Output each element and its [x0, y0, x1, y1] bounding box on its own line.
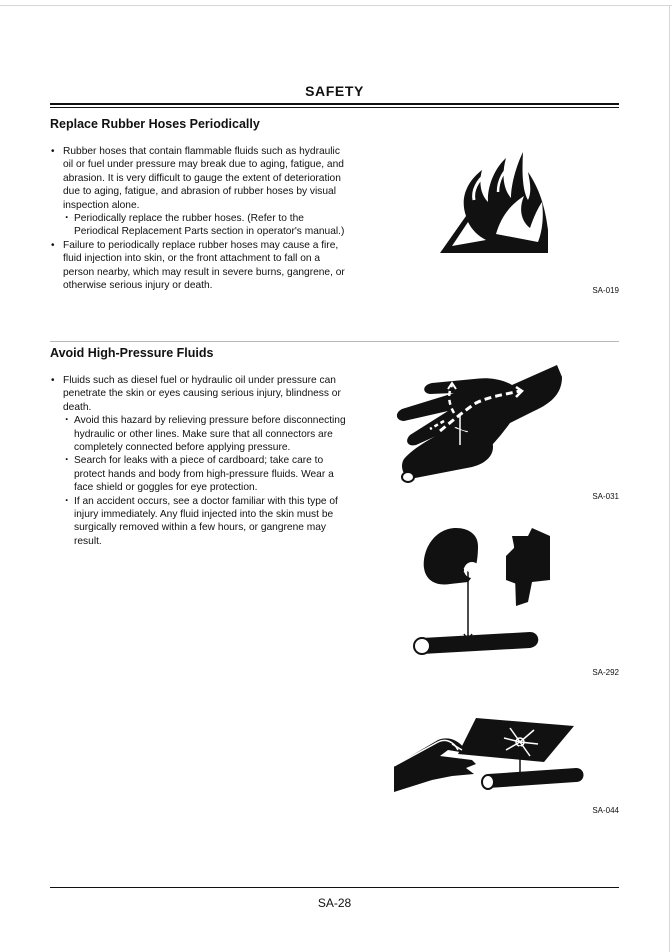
figure-code: SA-292: [592, 668, 619, 677]
sub-list-item: · Periodically replace the rubber hoses. (Refer to the Periodical Replacement Parts section in operator's manual.): [63, 212, 350, 239]
sub-list-item: · Search for leaks with a piece of cardboard; take care to protect hands and body from high-pressure fluids. Wear a face shield or goggles for eye protection.: [63, 454, 346, 494]
page-border-top: [0, 5, 672, 6]
list-item: [50, 145, 350, 239]
hand-fluid-injection-icon: [392, 363, 564, 487]
bullet-text: Failure to periodically replace rubber hoses may cause a fire, fluid injection into skin, or the front attachment to fall on a person nearby, which may result in severe burns, gangrene, or otherwise serious injury or death.: [63, 239, 345, 292]
header-rule-thin: [50, 107, 619, 108]
figure-code: SA-031: [592, 492, 619, 501]
footer-rule: [50, 887, 619, 888]
section-title-replace-hoses: Replace Rubber Hoses Periodically: [50, 117, 260, 131]
section-body-replace-hoses: [50, 145, 350, 292]
sub-list-item: · If an accident occurs, see a doctor familiar with this type of injury immediately. Any fluid injected into the skin must be surgically removed within a few hours, or gangrene may result.: [63, 495, 346, 549]
sub-list: [63, 414, 346, 548]
figure-code: SA-044: [592, 806, 619, 815]
cardboard-leak-check-icon: [392, 712, 584, 800]
list-item: [50, 374, 346, 548]
bullet-text: Rubber hoses that contain flammable fluids such as hydraulic oil or fuel under pressure may break due to aging, fatigue, and abrasion. It is very difficult to gauge the extent of deterioration due to aging, fatigue, and abrasion of rubber hoses by visual inspection alone.: [63, 146, 344, 211]
header-rule: [50, 103, 619, 105]
page-border-right: [669, 5, 670, 952]
section-body-high-pressure: [50, 374, 346, 548]
section-divider: [50, 341, 619, 342]
fire-icon: [438, 150, 550, 255]
sub-list-item: · Avoid this hazard by relieving pressure before disconnecting hydraulic or other lines. Make sure that all connectors are completely connected before applying pressure.: [63, 414, 346, 454]
figure-code: SA-019: [592, 286, 619, 295]
section-title-high-pressure: Avoid High-Pressure Fluids: [50, 346, 214, 360]
sub-list: [63, 212, 350, 239]
page-number: SA-28: [317, 896, 352, 910]
page-header-title: SAFETY: [305, 83, 364, 99]
bullet-text: Fluids such as diesel fuel or hydraulic oil under pressure can penetrate the skin or eyes causing serious injury, blindness or death.: [63, 375, 341, 413]
eye-fluid-injection-icon: [410, 526, 556, 664]
list-item: [50, 239, 350, 293]
